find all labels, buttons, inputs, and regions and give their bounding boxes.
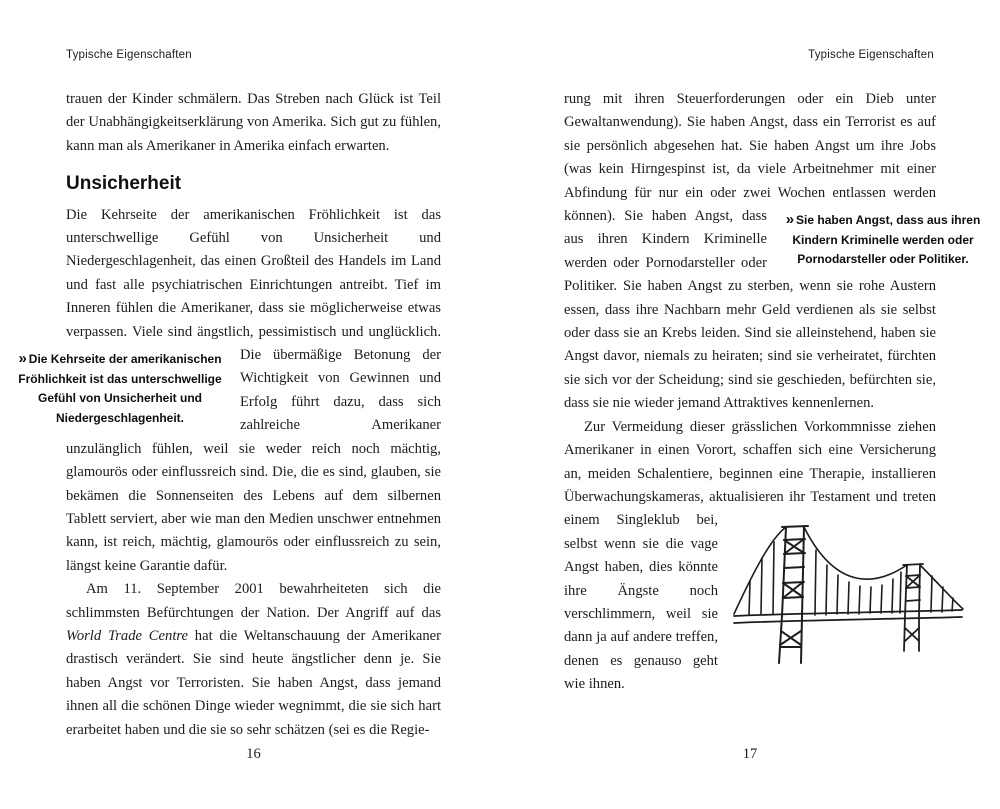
paragraph-text: Sie haben Angst, dass aus ihren Kindern Kriminelle werden oder Pornodarsteller oder Politiker. Sie haben Angst zu sterben, wenn sie rohe Austern essen, dass ihre Nachbarn mehr Geld verdienen als sie selbst oder dass sie an Krebs leiden. Sind sie alleinstehend, haben sie Angst davor, niemals zu heiraten; sind sie verheiratet, fürchten sie sich vor der Scheidung; sind sie geschieden, befürchten sie, dass sie nie wieder jemand Attraktives kennenlernen.	[564, 208, 936, 412]
section-heading: Unsicherheit	[66, 173, 182, 195]
pullquote-text: Die Kehrseite der amerikanischen Fröhlichkeit ist das unterschwellige Gefühl von Unsicherheit und Niedergeschlagenheit.	[18, 352, 222, 425]
running-head: Typische Eigenschaften	[66, 49, 192, 61]
paragraph-text: Die übermäßige Betonung der Wichtigkeit von Gewinnen und Erfolg führt dazu, dass sich zahlreiche Amerikaner unzulänglich fühlen, weil sie weder reich noch mächtig, glamourös oder einflussreich sind. Die, die es sind, glauben, sie bekämen die Sonnenseiten des Lebens auf dem silbernen Tablett serviert, aber wie man den Medien unschwer entnehmen kann, ist reich, mächtig, glamourös oder einflussreich zu sein, längst keine Garantie dafür.	[66, 347, 441, 574]
double-chevron-icon: »	[785, 211, 794, 229]
golden-gate-bridge-illustration	[730, 513, 966, 671]
paragraph-text: selbst wenn sie die vage Angst haben, dies könnte ihre Ängste noch verschlimmern, weil sie dann ja auf andere treffen, denen es genauso geht wie ihnen.	[564, 535, 718, 693]
book-title-italic: World Trade Centre	[66, 627, 188, 644]
paragraph-continuation	[66, 88, 441, 158]
paragraph	[18, 204, 441, 579]
text-column	[18, 88, 441, 742]
paragraph-text: Zur Vermeidung dieser grässlichen Vorkommnisse ziehen Amerikaner in einen Vorort, schaffen sich eine Versicherung an, meiden Schalentiere, beginnen eine Therapie, installieren Überwachungskameras, aktualisieren ihr Testament und treten einem Singleklub bei,	[564, 418, 936, 529]
double-chevron-icon: »	[18, 350, 26, 368]
paragraph-text: rung mit ihren Steuerforderungen oder ein Dieb unter Gewaltanwendung). Sie haben Angst, dass ein Terrorist es auf sie persönlich abgesehen hat. Sie haben Angst um ihre Jobs (was kein Hirngespinst ist, da viele Arbeitnehmer mit einer Abfindung für nur ein oder zwei Wochen entlassen werden können).	[564, 91, 936, 225]
paragraph-text: hat die Weltanschauung der Amerikaner drastisch verändert. Sie sind heute ängstlicher denn je. Sie haben Angst vor Terroristen. Sie haben Angst, dass jemand ihnen all die schönen Dinge wieder wegnimmt, die sie sich hart erarbeitet haben und die sie so sehr schätzen (sei es die Regie-	[66, 627, 441, 738]
paragraph-continuation	[564, 88, 981, 416]
paragraph-text: trauen der Kinder schmälern. Das Streben nach Glück ist Teil der Unabhängigkeitserklärung von Amerika. Sich gut zu fühlen, kann man als Amerikaner in Amerika einfach erwarten.	[66, 91, 441, 154]
paragraph	[66, 578, 441, 742]
paragraph-text: Die Kehrseite der amerikanischen Fröhlichkeit ist das unterschwellige Gefühl von Unsicherheit und Niedergeschlagenheit, das einen Großteil des Handels im Land und fast alle psychiatrischen Einrichtungen antreibt. Tief im Inneren fühlen die Amerikaner, dass sie möglicherweise etwas verpassen. Viele sind ängstlich, pessimistisch und unglücklich.	[66, 206, 441, 340]
page-number: 16	[246, 746, 261, 762]
pullquote-text: Sie haben Angst, dass aus ihren Kindern Kriminelle werden oder Pornodarsteller oder Politiker.	[792, 213, 981, 267]
paragraph	[564, 416, 936, 697]
page-right	[500, 0, 1000, 809]
text-column	[564, 88, 981, 697]
pullquote-right	[780, 210, 986, 270]
paragraph-text: Am 11. September 2001 bewahrheiteten sich die schlimmsten Befürchtungen der Nation. Der Angriff auf das	[66, 581, 441, 621]
running-head: Typische Eigenschaften	[808, 49, 934, 61]
pullquote-left	[14, 349, 226, 428]
page-number: 17	[742, 746, 758, 762]
